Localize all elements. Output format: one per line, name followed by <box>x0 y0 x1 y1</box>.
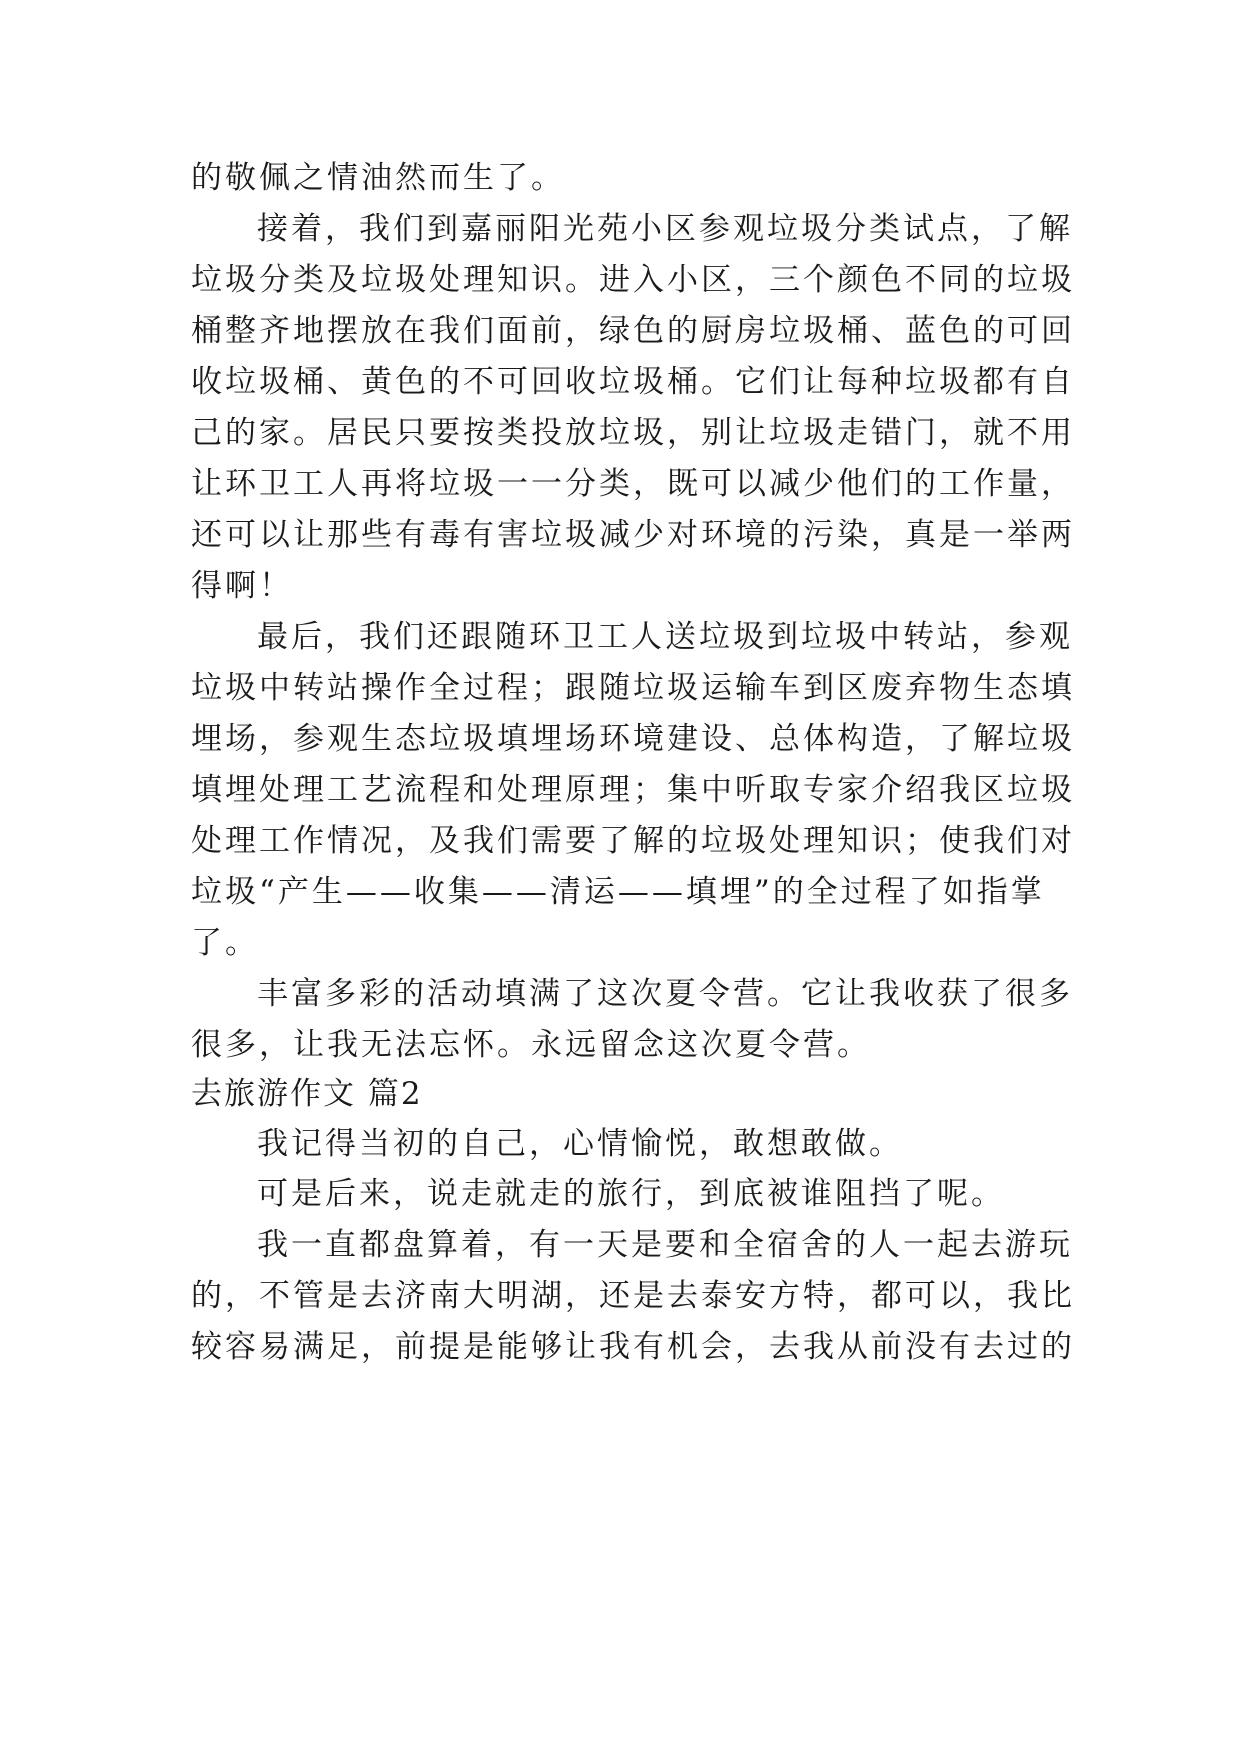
text-line: 垃圾分类及垃圾处理知识。进入小区，三个颜色不同的垃圾 <box>191 262 1075 298</box>
text-line: 很多，让我无法忘怀。永远留念这次夏令营。 <box>191 1027 871 1063</box>
paragraph-start-line: 我记得当初的自己，心情愉悦，敢想敢做。 <box>257 1126 903 1162</box>
text-line: 垃圾“产生——收集——清运——填埋”的全过程了如指掌 <box>191 874 1045 910</box>
text-line: 了。 <box>191 925 259 961</box>
text-line: 填埋处理工艺流程和处理原理；集中听取专家介绍我区垃圾 <box>191 772 1075 808</box>
section-heading: 去旅游作文 篇2 <box>191 1076 423 1112</box>
paragraph-start-line: 我一直都盘算着，有一天是要和全宿舍的人一起去游玩 <box>257 1227 1073 1263</box>
paragraph-start-line: 接着，我们到嘉丽阳光苑小区参观垃圾分类试点，了解 <box>257 211 1073 247</box>
text-line: 垃圾中转站操作全过程；跟随垃圾运输车到区废弃物生态填 <box>191 670 1075 706</box>
text-line: 的，不管是去济南大明湖，还是去泰安方特，都可以，我比 <box>191 1278 1075 1314</box>
paragraph-start-line: 可是后来，说走就走的旅行，到底被谁阻挡了呢。 <box>257 1176 1005 1212</box>
text-line: 己的家。居民只要按类投放垃圾，别让垃圾走错门，就不用 <box>191 415 1075 451</box>
text-line: 埋场，参观生态垃圾填埋场环境建设、总体构造，了解垃圾 <box>191 721 1075 757</box>
text-line: 较容易满足，前提是能够让我有机会，去我从前没有去过的 <box>191 1329 1075 1365</box>
paragraph-start-line: 丰富多彩的活动填满了这次夏令营。它让我收获了很多 <box>257 976 1073 1012</box>
text-line: 还可以让那些有毒有害垃圾减少对环境的污染，真是一举两 <box>191 517 1075 553</box>
text-line: 得啊！ <box>191 568 293 604</box>
text-line: 的敬佩之情油然而生了。 <box>191 160 565 196</box>
text-line: 让环卫工人再将垃圾一一分类，既可以减少他们的工作量， <box>191 466 1075 502</box>
text-line: 处理工作情况，及我们需要了解的垃圾处理知识；使我们对 <box>191 823 1075 859</box>
text-line: 收垃圾桶、黄色的不可回收垃圾桶。它们让每种垃圾都有自 <box>191 364 1075 400</box>
paragraph-start-line: 最后，我们还跟随环卫工人送垃圾到垃圾中转站，参观 <box>257 619 1073 655</box>
text-line: 桶整齐地摆放在我们面前，绿色的厨房垃圾桶、蓝色的可回 <box>191 313 1075 349</box>
